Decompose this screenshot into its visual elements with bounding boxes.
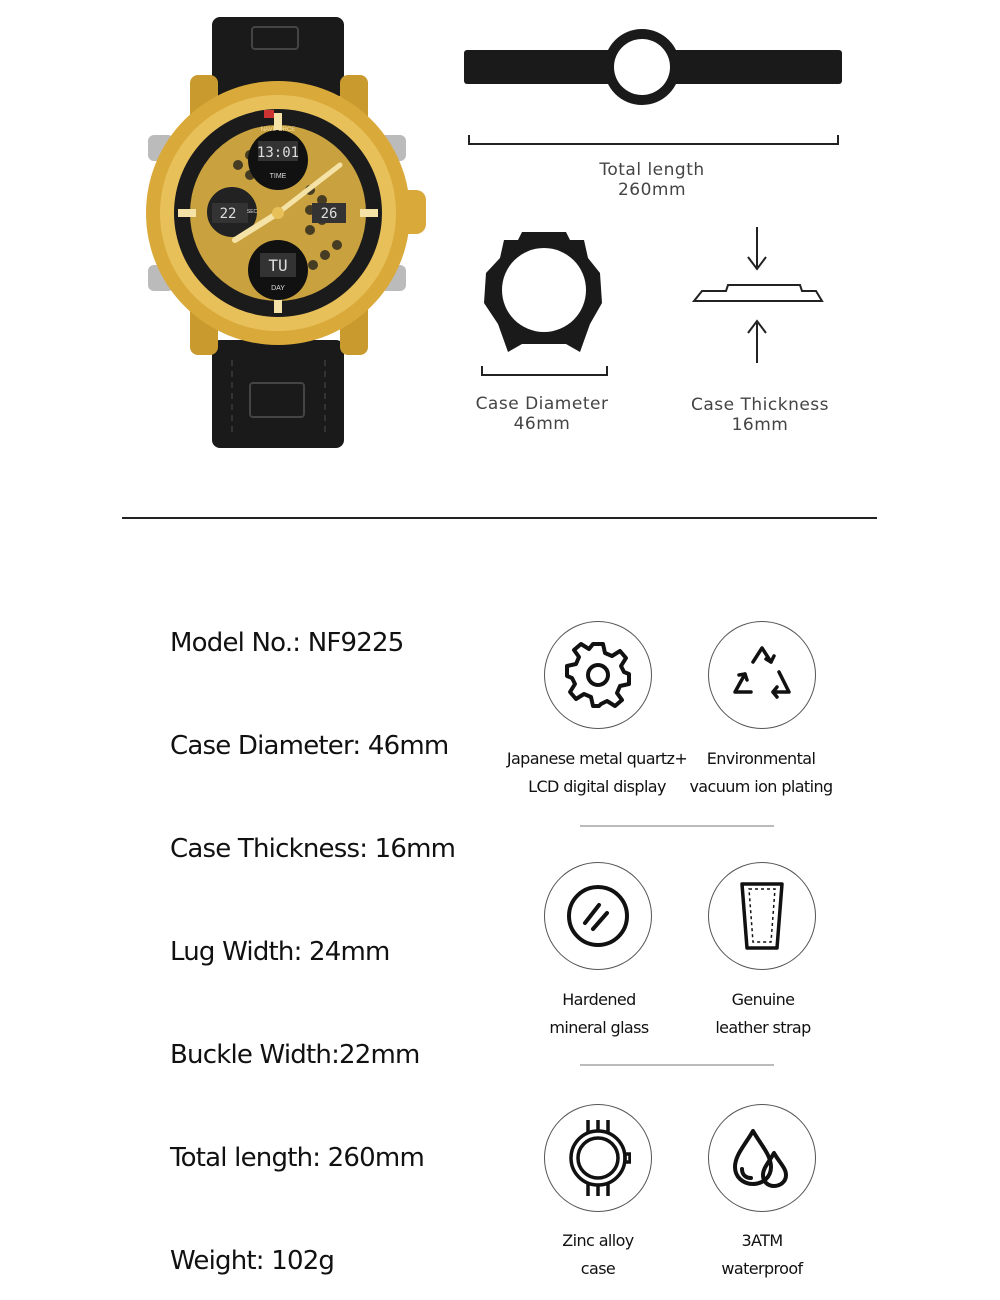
- feature-glass: [544, 862, 652, 970]
- feature-strap-line1: Genuine: [731, 990, 795, 1009]
- watch-product-image: [140, 15, 430, 450]
- feature-movement-label: [502, 745, 692, 801]
- watch-top-display: 13:01: [256, 145, 300, 161]
- total-length-label: [552, 160, 752, 200]
- total-length-value: 260mm: [617, 180, 687, 200]
- recycle-icon: [729, 642, 795, 708]
- watch-bottom-display: TU: [268, 256, 288, 275]
- feature-case-label: [503, 1227, 693, 1283]
- feature-waterproof-label: [667, 1227, 857, 1283]
- feature-waterproof-line1: 3ATM: [741, 1231, 783, 1250]
- watch-right-display: 26: [320, 206, 338, 222]
- feature-case-line2: case: [580, 1259, 616, 1278]
- case-diameter-bracket: [481, 366, 608, 376]
- case-thickness-value: 16mm: [731, 415, 789, 435]
- feature-strap: [708, 862, 816, 970]
- feature-glass-label: [504, 986, 694, 1042]
- feature-strap-label: [668, 986, 858, 1042]
- watch-left-display: 22: [219, 206, 237, 222]
- feature-movement-line2: LCD digital display: [528, 777, 666, 796]
- spec-buckle-width: Buckle Width:22mm: [170, 1040, 420, 1070]
- feature-strap-line2: leather strap: [715, 1018, 811, 1037]
- feature-case-line1: Zinc alloy: [562, 1231, 634, 1250]
- case-diameter-value: 46mm: [513, 414, 571, 434]
- feature-waterproof-line2: waterproof: [721, 1259, 803, 1278]
- total-length-title: Total length: [599, 160, 705, 180]
- feature-separator: [580, 825, 774, 827]
- water-drops-icon: [729, 1125, 795, 1191]
- case-thickness-icon: [690, 225, 825, 365]
- watch-left-caption: SEC: [246, 209, 258, 215]
- case-outline-icon: [478, 228, 610, 358]
- watch-bottom-caption: DAY: [271, 285, 285, 292]
- feature-plating-line1: Environmental: [706, 749, 816, 768]
- feature-plating-label: [666, 745, 856, 801]
- spec-weight: Weight: 102g: [170, 1246, 335, 1276]
- spec-model-number: Model No.: NF9225: [170, 628, 404, 658]
- case-diameter-label: [442, 394, 642, 434]
- feature-plating-line2: vacuum ion plating: [689, 777, 833, 796]
- glass-icon: [565, 883, 631, 949]
- watch-brand-logo: NAVIFORCE: [260, 127, 296, 133]
- spec-total-length: Total length: 260mm: [170, 1143, 424, 1173]
- spec-case-thickness: Case Thickness: 16mm: [170, 834, 456, 864]
- spec-lug-width: Lug Width: 24mm: [170, 937, 390, 967]
- feature-waterproof: [708, 1104, 816, 1212]
- gear-icon: [563, 640, 633, 710]
- feature-glass-line1: Hardened: [562, 990, 636, 1009]
- feature-plating: [708, 621, 816, 729]
- leather-strap-icon: [737, 881, 787, 951]
- feature-movement: [544, 621, 652, 729]
- strap-silhouette-icon: [462, 25, 844, 110]
- watch-case-icon: [565, 1118, 631, 1198]
- section-divider: [122, 517, 877, 519]
- case-thickness-label: [660, 395, 860, 435]
- case-diameter-title: Case Diameter: [475, 394, 609, 414]
- feature-separator: [580, 1064, 774, 1066]
- spec-case-diameter: Case Diameter: 46mm: [170, 731, 449, 761]
- watch-top-caption: TIME: [269, 173, 287, 180]
- feature-movement-line1: Japanese metal quartz+: [506, 749, 688, 768]
- feature-glass-line2: mineral glass: [549, 1018, 649, 1037]
- feature-case: [544, 1104, 652, 1212]
- case-thickness-title: Case Thickness: [690, 395, 830, 415]
- total-length-bracket: [468, 135, 839, 145]
